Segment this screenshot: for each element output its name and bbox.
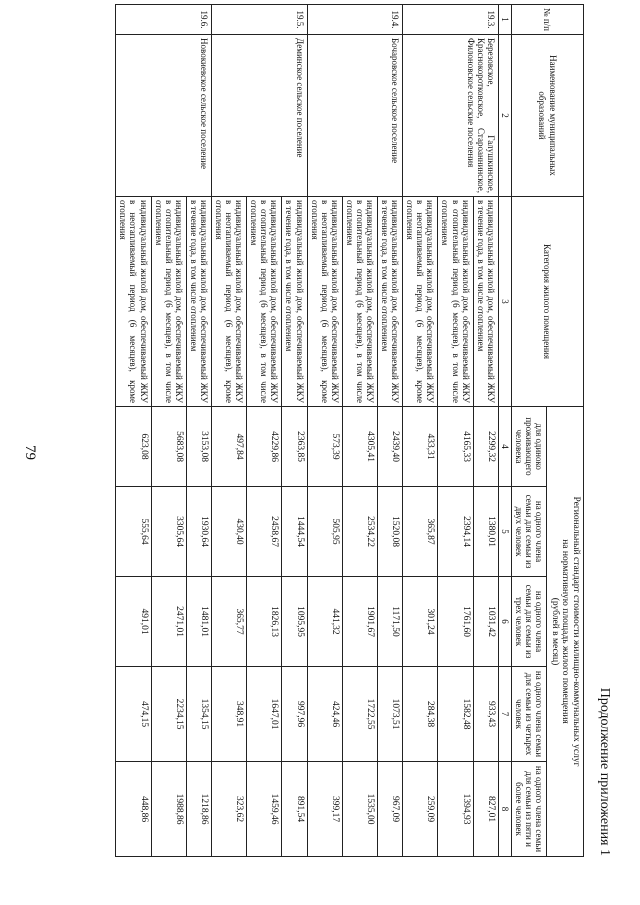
municipality-name: Деминское сельское поселение	[211, 35, 307, 197]
housing-category: индивидуальный жилой дом, обеспечиваемый ЖКУ в течение года, в том числе отоплением	[378, 197, 403, 407]
housing-category: индивидуальный жилой дом, обеспечиваемый ЖКУ в течение года, в том числе отоплением	[186, 197, 211, 407]
column-index: 4	[498, 407, 511, 487]
housing-category: индивидуальный жилой дом, обеспечиваемый ЖКУ в отопительный период (6 месяцев), в том числе отоплением	[438, 197, 473, 407]
column-index: 6	[498, 577, 511, 667]
header-five: на одного члена семьи для семьи из пяти и более человек	[511, 762, 546, 857]
value-five: 1218,86	[186, 762, 211, 857]
value-four: 474,15	[116, 667, 151, 762]
header-standard-line3: (рублей в месяц)	[549, 597, 560, 666]
value-four: 2234,15	[151, 667, 186, 762]
housing-category: индивидуальный жилой дом, обеспечиваемый ЖКУ в неотапливаемый период (6 месяцев), кроме отопления	[307, 197, 342, 407]
housing-category: индивидуальный жилой дом, обеспечиваемый ЖКУ в неотапливаемый период (6 месяцев), кроме отопления	[116, 197, 151, 407]
value-four: 284,38	[403, 667, 438, 762]
value-five: 448,86	[116, 762, 151, 857]
municipality-name: Березовское, Галушкинское, Краснокоротковское, Староаннинское, Филоновское сельские поселения	[403, 35, 499, 197]
column-index: 8	[498, 762, 511, 857]
header-category: Категория жилого помещения	[511, 197, 583, 407]
value-single: 4165,33	[438, 407, 473, 487]
table-row	[186, 5, 211, 857]
value-three: 1761,60	[438, 577, 473, 667]
housing-category: индивидуальный жилой дом, обеспечиваемый ЖКУ в течение года, в том числе отоплением	[473, 197, 498, 407]
value-single: 4305,41	[342, 407, 377, 487]
municipality-name: Новокиевское сельское поселение	[116, 35, 212, 197]
housing-category: индивидуальный жилой дом, обеспечиваемый ЖКУ в неотапливаемый период (6 месяцев), кроме отопления	[211, 197, 246, 407]
column-index: 7	[498, 667, 511, 762]
value-five: 323,62	[211, 762, 246, 857]
housing-category: индивидуальный жилой дом, обеспечиваемый ЖКУ в отопительный период (6 месяцев), в том числе отоплением	[151, 197, 186, 407]
value-two: 2534,22	[342, 487, 377, 577]
continuation-title: Продолжение приложения 1	[597, 687, 612, 856]
header-num: № п/п	[511, 5, 583, 35]
value-four: 1647,01	[247, 667, 282, 762]
value-five: 1394,93	[438, 762, 473, 857]
value-three: 441,32	[307, 577, 342, 667]
header-three: на одного члена семьи для семьи из трех человек	[511, 577, 546, 667]
header-standard	[547, 407, 584, 857]
table-row	[282, 5, 307, 857]
value-single: 433,31	[403, 407, 438, 487]
value-three: 1481,01	[186, 577, 211, 667]
value-two: 555,64	[116, 487, 151, 577]
column-index: 2	[498, 35, 511, 197]
table-row	[378, 5, 403, 857]
header-municipality: Наименование муниципальных образований	[511, 35, 583, 197]
column-index: 5	[498, 487, 511, 577]
value-single: 497,84	[211, 407, 246, 487]
row-number: 19.6.	[116, 5, 212, 35]
value-three: 1171,50	[378, 577, 403, 667]
value-single: 4229,86	[247, 407, 282, 487]
value-four: 933,43	[473, 667, 498, 762]
value-single: 2299,32	[473, 407, 498, 487]
housing-category: индивидуальный жилой дом, обеспечиваемый ЖКУ в отопительный период (6 месяцев), в том числе отоплением	[247, 197, 282, 407]
value-four: 997,96	[282, 667, 307, 762]
value-two: 1930,64	[186, 487, 211, 577]
value-two: 3305,64	[151, 487, 186, 577]
value-three: 1095,95	[282, 577, 307, 667]
value-four: 1722,55	[342, 667, 377, 762]
value-three: 301,24	[403, 577, 438, 667]
value-three: 1031,42	[473, 577, 498, 667]
header-standard-line2: на нормативную площадь жилого помещения	[560, 539, 571, 724]
value-five: 399,17	[307, 762, 342, 857]
value-two: 2458,67	[247, 487, 282, 577]
value-five: 1535,00	[342, 762, 377, 857]
value-single: 3153,08	[186, 407, 211, 487]
header-single: для одиноко проживающего человека	[511, 407, 546, 487]
value-single: 623,08	[116, 407, 151, 487]
value-three: 491,01	[116, 577, 151, 667]
value-single: 573,39	[307, 407, 342, 487]
value-single: 5683,08	[151, 407, 186, 487]
rotated-page-content	[42, 0, 622, 860]
header-standard-line1: Региональный стандарт стоимости жилищно-коммунальных услуг	[571, 496, 581, 767]
value-single: 2363,85	[282, 407, 307, 487]
standards-table	[115, 4, 584, 857]
row-number: 19.3.	[403, 5, 499, 35]
value-five: 891,54	[282, 762, 307, 857]
value-five: 1459,46	[247, 762, 282, 857]
value-four: 424,46	[307, 667, 342, 762]
header-four: на одного члена семьи для семьи из четырех человек	[511, 667, 546, 762]
header-two: на одного члена семьи для семьи из двух человек	[511, 487, 546, 577]
value-four: 348,91	[211, 667, 246, 762]
value-three: 365,77	[211, 577, 246, 667]
value-three: 1826,13	[247, 577, 282, 667]
housing-category: индивидуальный жилой дом, обеспечиваемый ЖКУ в отопительный период (6 месяцев), в том числе отоплением	[342, 197, 377, 407]
column-index: 1	[498, 5, 511, 35]
value-three: 2471,01	[151, 577, 186, 667]
row-number: 19.4.	[307, 5, 403, 35]
row-number: 19.5.	[211, 5, 307, 35]
page-number: 79	[22, 445, 38, 460]
municipality-name: Бочаровское сельское поселение	[307, 35, 403, 197]
column-index: 3	[498, 197, 511, 407]
value-two: 365,87	[403, 487, 438, 577]
value-two: 1380,01	[473, 487, 498, 577]
value-four: 1354,15	[186, 667, 211, 762]
value-two: 1444,54	[282, 487, 307, 577]
value-two: 505,95	[307, 487, 342, 577]
value-two: 2394,14	[438, 487, 473, 577]
value-five: 1988,86	[151, 762, 186, 857]
housing-category: индивидуальный жилой дом, обеспечиваемый ЖКУ в течение года, в том числе отоплением	[282, 197, 307, 407]
value-single: 2439,40	[378, 407, 403, 487]
value-four: 1073,51	[378, 667, 403, 762]
value-four: 1582,48	[438, 667, 473, 762]
value-five: 827,01	[473, 762, 498, 857]
value-five: 259,09	[403, 762, 438, 857]
value-two: 1520,08	[378, 487, 403, 577]
value-three: 1901,67	[342, 577, 377, 667]
table-row	[473, 5, 498, 857]
value-two: 430,40	[211, 487, 246, 577]
value-five: 967,09	[378, 762, 403, 857]
housing-category: индивидуальный жилой дом, обеспечиваемый ЖКУ в неотапливаемый период (6 месяцев), кроме отопления	[403, 197, 438, 407]
